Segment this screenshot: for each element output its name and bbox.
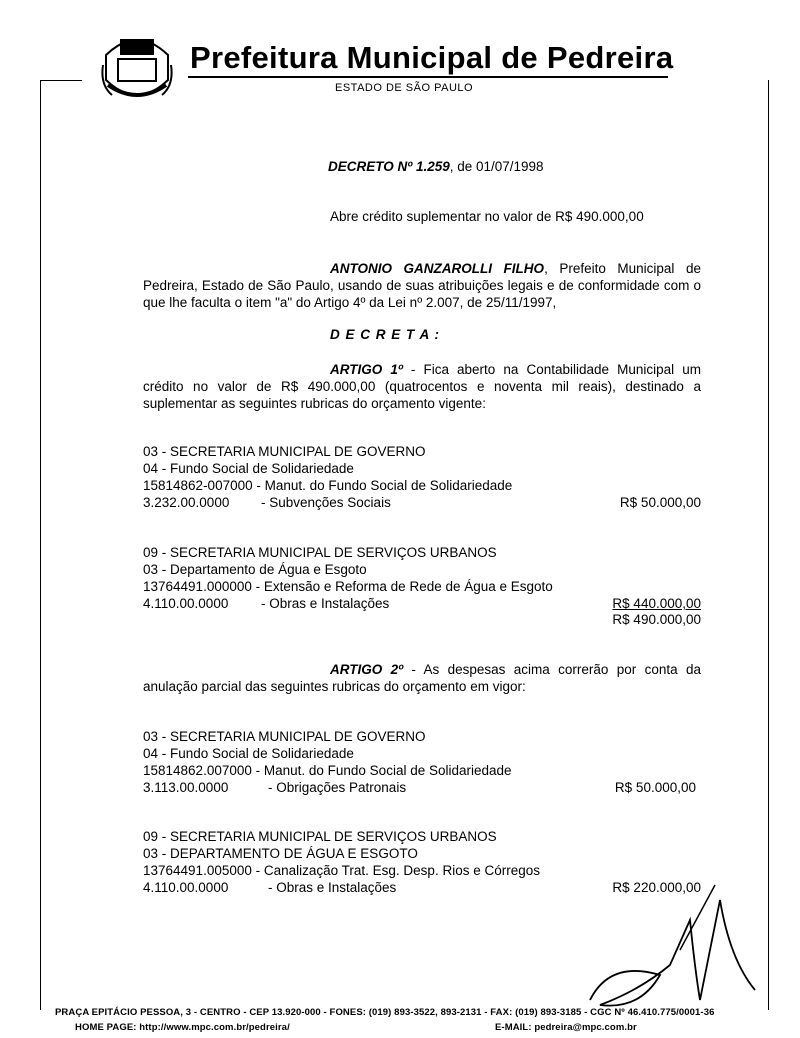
article-1-label: ARTIGO 1º bbox=[330, 362, 403, 377]
budget-desc: - Obras e Instalações bbox=[268, 880, 397, 895]
budget-line bbox=[143, 780, 701, 797]
frame-line bbox=[40, 80, 82, 81]
budget-line bbox=[143, 495, 701, 512]
unit-line: 04 - Fundo Social de Solidariedade bbox=[143, 746, 354, 761]
footer-homepage: HOME PAGE: http://www.mpc.com.br/pedreira/ bbox=[75, 1022, 290, 1033]
program-line: 15814862-007000 - Manut. do Fundo Social de Solidariedade bbox=[143, 478, 513, 493]
budget-desc: - Obrigações Patronais bbox=[268, 780, 407, 795]
footer-email: E-MAIL: pedreira@mpc.com.br bbox=[495, 1022, 637, 1033]
budget-amount: R$ 440.000,00 bbox=[612, 596, 701, 611]
budget-code: 3.113.00.0000 bbox=[143, 780, 229, 795]
secretaria-line: 03 - SECRETARIA MUNICIPAL DE GOVERNO bbox=[143, 729, 426, 744]
article-2 bbox=[143, 661, 701, 695]
total-amount: R$ 490.000,00 bbox=[612, 612, 701, 627]
decree-summary: Abre crédito suplementar no valor de R$ 490.000,00 bbox=[330, 209, 644, 224]
budget-code: 4.110.00.0000 bbox=[143, 880, 229, 895]
program-line: 13764491.000000 - Extensão e Reforma de Rede de Água e Esgoto bbox=[143, 579, 553, 594]
city-crest-logo bbox=[98, 25, 176, 107]
mayor-name: ANTONIO GANZAROLLI FILHO bbox=[330, 261, 545, 276]
preamble-text: , Prefeito Municipal de Pedreira, Estado de São Paulo, usando de suas atribuições legais e de conformidade com o que lhe faculta o item "a" do Artigo 4º da Lei nº 2.007, de 25/11/1997, bbox=[143, 261, 701, 310]
total-line bbox=[143, 612, 701, 629]
decree-date: , de 01/07/1998 bbox=[449, 159, 544, 174]
program-line: 13764491.005000 - Canalização Trat. Esg. Desp. Rios e Córregos bbox=[143, 863, 540, 878]
decree-number: DECRETO Nº 1.259 bbox=[328, 159, 450, 174]
secretaria-line: 09 - SECRETARIA MUNICIPAL DE SERVIÇOS URBANOS bbox=[143, 545, 497, 560]
decree-title bbox=[328, 159, 544, 174]
frame-line bbox=[768, 80, 769, 1010]
program-line: 15814862.007000 - Manut. do Fundo Social de Solidariedade bbox=[143, 763, 512, 778]
header-subtitle: ESTADO DE SÃO PAULO bbox=[335, 82, 474, 94]
article-1-text: - Fica aberto na Contabilidade Municipal um crédito no valor de R$ 490.000,00 (quatrocentos e noventa mil reais), destinado a suplementar as seguintes rubricas do orçamento vigente: bbox=[143, 362, 701, 411]
budget-amount: R$ 50.000,00 bbox=[614, 780, 696, 795]
decreta-heading: D E C R E T A : bbox=[330, 327, 441, 342]
article-2-text: - As despesas acima correrão por conta da anulação parcial das seguintes rubricas do orçamento em vigor: bbox=[143, 662, 701, 694]
secretaria-line: 03 - SECRETARIA MUNICIPAL DE GOVERNO bbox=[143, 444, 426, 459]
article-1 bbox=[143, 361, 701, 412]
unit-line: 03 - Departamento de Água e Esgoto bbox=[143, 562, 367, 577]
signature-image bbox=[580, 880, 760, 1020]
budget-amount: R$ 50.000,00 bbox=[619, 495, 701, 510]
header-title: Prefeitura Municipal de Pedreira bbox=[190, 40, 674, 75]
footer-address: PRAÇA EPITÁCIO PESSOA, 3 - CENTRO - CEP 13.920-000 - FONES: (019) 893-3522, 893-2131 - FAX: (019) 893-3185 - CGC Nº 46.410.775/0001-36 bbox=[55, 1007, 715, 1018]
budget-code: 4.110.00.0000 bbox=[143, 596, 229, 611]
budget-code: 3.232.00.0000 bbox=[143, 495, 230, 510]
secretaria-line: 09 - SECRETARIA MUNICIPAL DE SERVIÇOS URBANOS bbox=[143, 829, 497, 844]
unit-line: 04 - Fundo Social de Solidariedade bbox=[143, 461, 354, 476]
budget-amount: R$ 220.000,00 bbox=[612, 880, 701, 895]
frame-line bbox=[40, 80, 41, 1010]
header-rule bbox=[188, 76, 668, 78]
budget-desc: - Obras e Instalações bbox=[261, 596, 390, 611]
budget-desc: - Subvenções Sociais bbox=[261, 495, 391, 510]
budget-line bbox=[143, 596, 701, 613]
article-2-label: ARTIGO 2º bbox=[330, 662, 404, 677]
unit-line: 03 - DEPARTAMENTO DE ÁGUA E ESGOTO bbox=[143, 846, 418, 861]
preamble bbox=[143, 260, 701, 311]
